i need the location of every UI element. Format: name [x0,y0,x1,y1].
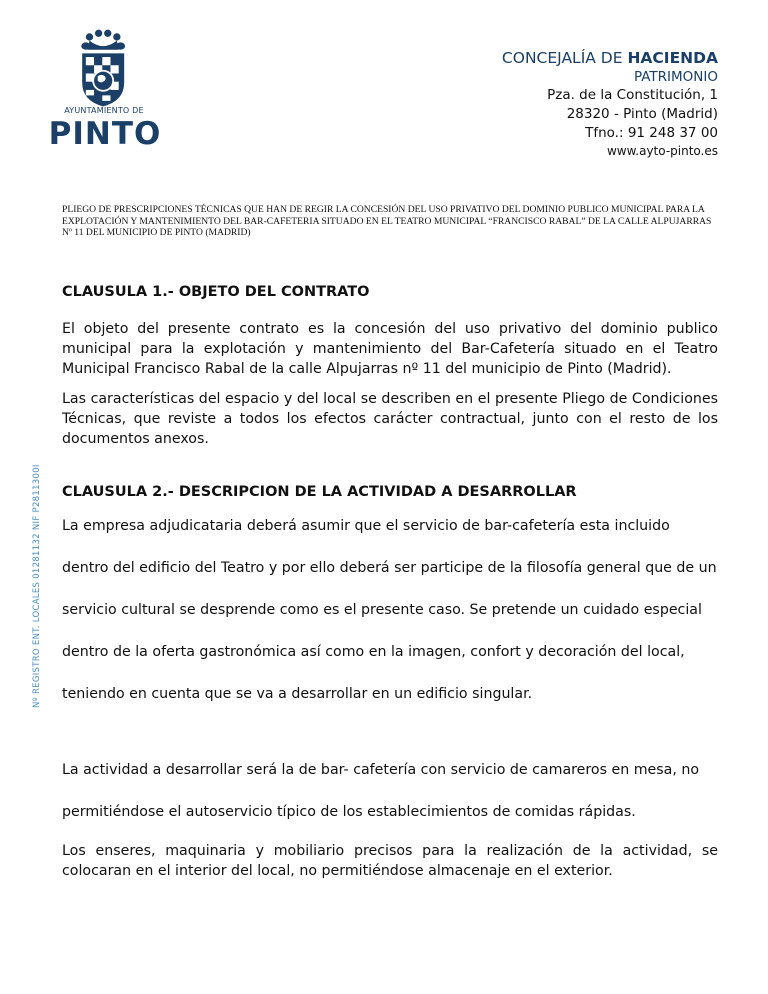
coat-of-arms-logo [40,26,170,110]
document-body [62,283,718,881]
department [502,48,718,68]
phone: Tfno.: 91 248 37 00 [585,125,718,141]
clause-2-paragraph-3: Los enseres, maquinaria y mobiliario precisos para la realización de la actividad, se colocaran en el interior del local, no permitiéndose almacenaje en el exterior. [62,843,718,879]
clause-2-paragraph-2: La actividad a desarrollar será la de bar- cafetería con servicio de camareros en mesa, no permitiéndose el autoservicio típico de los establecimientos de comidas rápidas. [62,762,700,820]
document-title: PLIEGO DE PRESCRIPCIONES TÉCNICAS QUE HAN DE REGIR LA CONCESIÓN DEL USO PRIVATIVO DEL DOMINIO PUBLICO MUNICIPAL PARA LA EXPLOTACIÓN Y MANTENIMIENTO DEL BAR-CAFETERIA SITUADO EN EL TEATRO MUNICIPAL “FRANCISCO RABAL” DE LA CALLE ALPUJARRAS Nº 11 DEL MUNICIPIO DE PINTO (MADRID) [62,204,712,238]
department-prefix: CONCEJALÍA DE [501,49,628,67]
clause-2-paragraph-1: La empresa adjudicataria deberá asumir que el servicio de bar-cafetería esta incluido dentro del edificio del Teatro y por ello deberá ser participe de la filosofía general que de un servicio cultural se desprende como es el presente caso. Se pretende un cuidado especial dentro de la oferta gastronómica así como en la imagen, confort y decoración del local, teniendo en cuenta que se va a desarrollar en un edificio singular. [62,518,717,702]
letterhead [502,48,718,160]
clause-1-paragraph-1: El objeto del presente contrato es la concesión del uso privativo del dominio publico municipal para la explotación y mantenimiento del Bar-Cafetería situado en el Teatro Municipal Francisco Rabal de la calle Alpujarras nº 11 del municipio de Pinto (Madrid). [62,321,718,377]
website: www.ayto-pinto.es [606,144,718,158]
clause-1-paragraph-2: Las características del espacio y del local se describen en el presente Pliego de Condiciones Técnicas, que reviste a todos los efectos carácter contractual, junto con el resto de los documentos anexos. [62,391,718,447]
address-line-2: 28320 - Pinto (Madrid) [566,106,718,122]
logo-name: PINTO [48,116,162,152]
logo-subtitle: AYUNTAMIENTO DE [64,106,144,115]
department-name: HACIENDA [627,49,718,67]
registry-side-text: Nº REGISTRO ENT. LOCALES 01281132 NIF P2811300I [32,464,42,708]
address-line-1: Pza. de la Constitución, 1 [547,87,718,103]
clause-2-heading: CLAUSULA 2.- DESCRIPCION DE LA ACTIVIDAD A DESARROLLAR [62,484,577,500]
clause-1-heading: CLAUSULA 1.- OBJETO DEL CONTRATO [62,284,370,300]
section-name: PATRIMONIO [633,69,718,85]
